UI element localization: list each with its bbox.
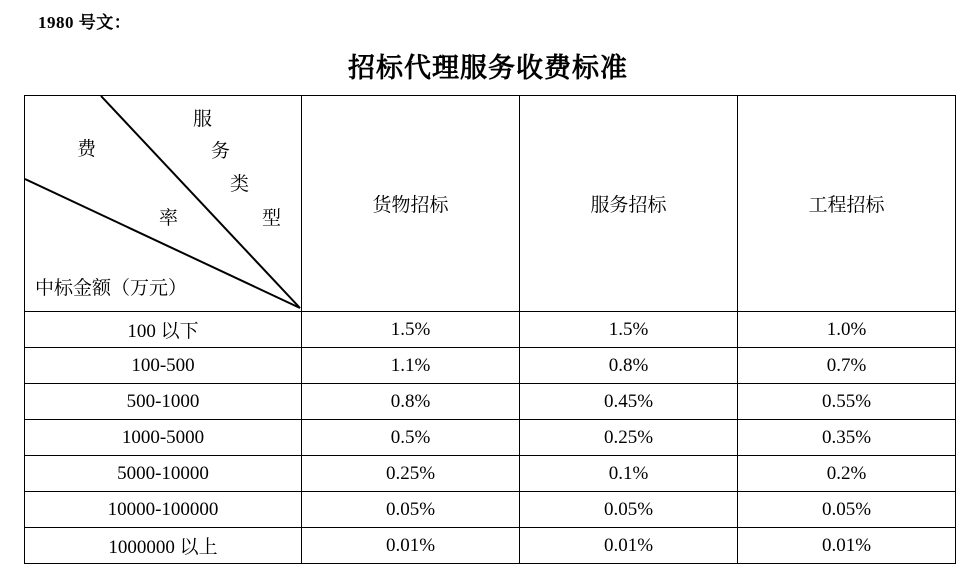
table-row: [25, 384, 956, 420]
corner-label-amount: 中标金额（万元）: [35, 278, 188, 299]
row-service-rate: 1.5%: [520, 312, 738, 348]
corner-label-rate: 率: [159, 208, 179, 229]
row-goods-rate: 0.25%: [302, 456, 520, 492]
document-reference: 1980 号文：: [38, 13, 132, 32]
table-row: [25, 348, 956, 384]
table-row: [25, 456, 956, 492]
row-goods-rate: 0.8%: [302, 384, 520, 420]
row-service-rate: 0.25%: [520, 420, 738, 456]
column-header-engineering: 工程招标: [738, 96, 956, 312]
column-header-goods: 货物招标: [302, 96, 520, 312]
row-range: 100 以下: [25, 312, 302, 348]
row-range: 100-500: [25, 348, 302, 384]
corner-label-service-2: 务: [211, 141, 231, 162]
table-row: [25, 312, 956, 348]
row-range: 10000-100000: [25, 492, 302, 528]
row-engineering-rate: 0.35%: [738, 420, 956, 456]
table-header-row: [25, 96, 956, 312]
row-service-rate: 0.45%: [520, 384, 738, 420]
corner-label-service-1: 服: [193, 109, 213, 130]
row-range: 1000000 以上: [25, 528, 302, 564]
row-goods-rate: 0.01%: [302, 528, 520, 564]
corner-label-fee: 费: [77, 139, 97, 160]
table-row: [25, 528, 956, 564]
row-engineering-rate: 0.05%: [738, 492, 956, 528]
page-title: 招标代理服务收费标准: [348, 53, 628, 83]
table-corner-header: [25, 96, 302, 312]
corner-label-type-1: 类: [230, 174, 250, 195]
row-range: 500-1000: [25, 384, 302, 420]
row-goods-rate: 1.5%: [302, 312, 520, 348]
row-range: 1000-5000: [25, 420, 302, 456]
row-service-rate: 0.1%: [520, 456, 738, 492]
row-goods-rate: 0.05%: [302, 492, 520, 528]
row-range: 5000-10000: [25, 456, 302, 492]
table-row: [25, 420, 956, 456]
row-goods-rate: 0.5%: [302, 420, 520, 456]
column-header-service: 服务招标: [520, 96, 738, 312]
row-engineering-rate: 1.0%: [738, 312, 956, 348]
fee-standard-table: [24, 95, 956, 564]
row-service-rate: 0.8%: [520, 348, 738, 384]
row-service-rate: 0.01%: [520, 528, 738, 564]
row-goods-rate: 1.1%: [302, 348, 520, 384]
table-row: [25, 492, 956, 528]
corner-label-type-2: 型: [262, 208, 282, 229]
row-engineering-rate: 0.2%: [738, 456, 956, 492]
row-service-rate: 0.05%: [520, 492, 738, 528]
row-engineering-rate: 0.01%: [738, 528, 956, 564]
row-engineering-rate: 0.55%: [738, 384, 956, 420]
row-engineering-rate: 0.7%: [738, 348, 956, 384]
